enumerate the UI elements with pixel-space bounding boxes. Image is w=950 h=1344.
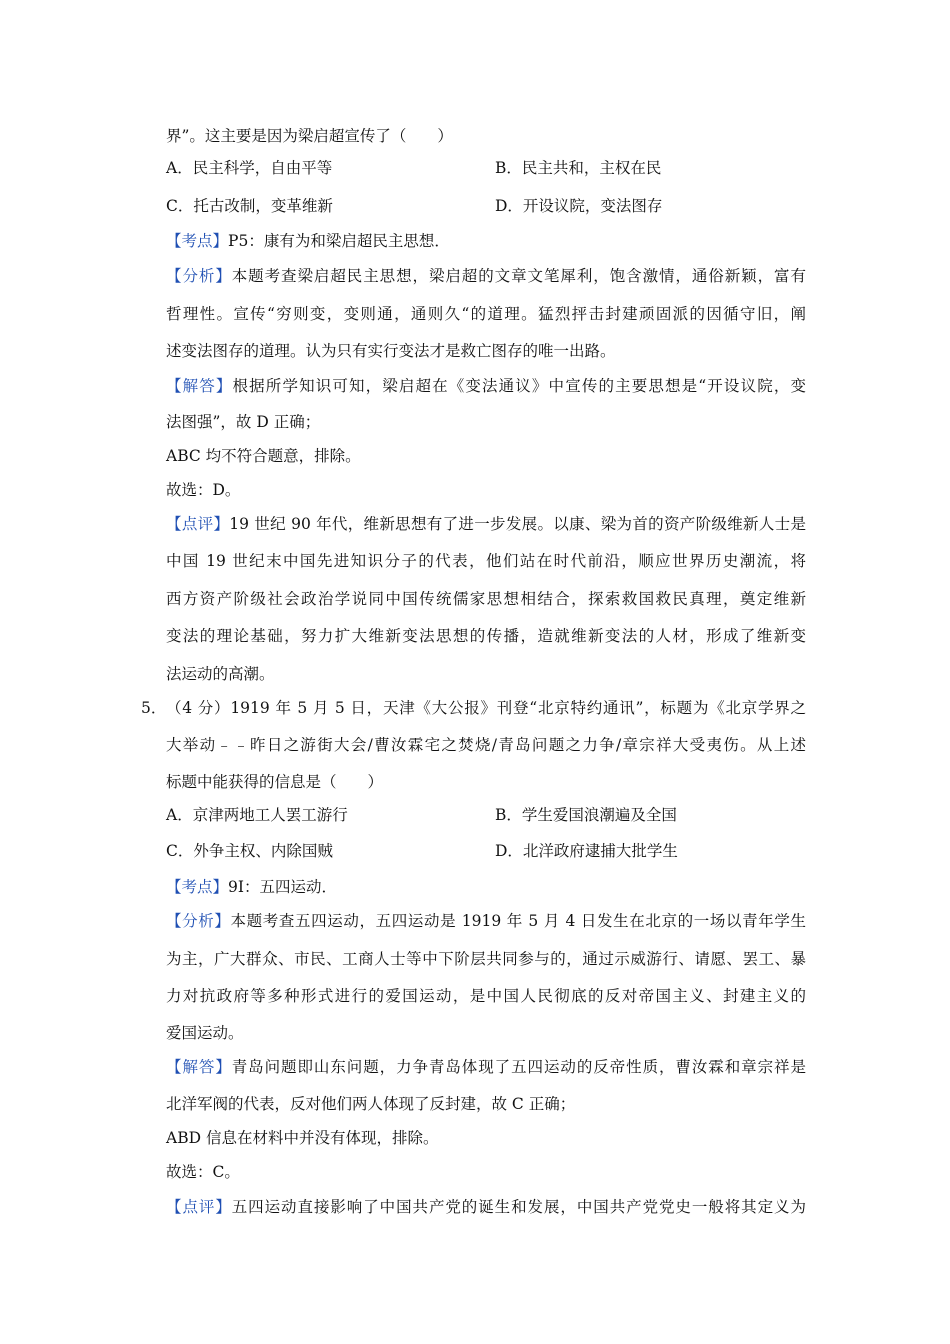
q5-fenxi-line-1: 【分析】本题考查五四运动，五四运动是 1919 年 5 月 4 日发生在北京的一场以青年学生 [166,912,806,930]
q5-stem-line-2: 大举动﹣﹣昨日之游街大会/曹汝霖宅之焚烧/青岛问题之力争/章宗祥大受夷伤。从上述 [166,736,806,754]
q4-dianping-line-5: 法运动的高潮。 [166,665,275,683]
q5-fenxi-line-3: 力对抗政府等多种形式进行的爱国运动，是中国人民彻底的反对帝国主义、封建主义的 [166,987,806,1005]
q5-option-d: D．北洋政府逮捕大批学生 [495,842,678,860]
kaodian-label: 考点 [181,232,213,250]
q4-fenxi-line-3: 述变法图存的道理。认为只有实行变法才是救亡图存的唯一出路。 [166,342,616,360]
q4-kaodian: 【考点】P5：康有为和梁启超民主思想． [166,232,450,250]
q4-option-b: B．民主共和，主权在民 [495,159,662,177]
q5-kaodian: 【考点】9I：五四运动． [166,878,338,896]
q4-dianping-line-3: 西方资产阶级社会政治学说同中国传统儒家思想相结合，探索救国救民真理，奠定维新 [166,590,806,608]
kaodian-label: 考点 [181,878,213,896]
dianping-label: 点评 [181,515,214,533]
q5-stem-line-1: （4 分）1919 年 5 月 5 日，天津《大公报》刊登“北京特约通讯”，标题为《北京学界之 [166,699,806,717]
q5-fenxi-line-2: 为主，广大群众、市民、工商人士等中下阶层共同参与的，通过示威游行、请愿、罢工、暴 [166,950,806,968]
q5-stem-line-3: 标题中能获得的信息是（ ） [166,773,384,791]
q4-jieda-line-3: ABC 均不符合题意，排除。 [166,447,361,465]
q4-fenxi-line-2: 哲理性。宣传“穷则变，变则通，通则久“的道理。猛烈抨击封建顽固派的因循守旧，阐 [166,305,806,323]
q4-dianping-line-2: 中国 19 世纪末中国先进知识分子的代表，他们站在时代前沿，顺应世界历史潮流，将 [166,552,806,570]
q5-jieda-line-2: 北洋军阀的代表，反对他们两人体现了反封建，故 C 正确； [166,1095,576,1113]
q4-stem-tail: 界”。这主要是因为梁启超宣传了（ ） [166,127,453,145]
q5-jieda-line-3: ABD 信息在材料中并没有体现，排除。 [166,1129,439,1147]
q5-option-b: B．学生爱国浪潮遍及全国 [495,806,677,824]
q4-fenxi-line-1: 【分析】本题考查梁启超民主思想，梁启超的文章文笔犀利，饱含激情，通俗新颖，富有 [166,267,806,285]
q4-dianping-line-1: 【点评】19 世纪 90 年代，维新思想有了进一步发展。以康、梁为首的资产阶级维新人士是 [166,515,806,533]
q4-option-d: D．开设议院，变法图存 [495,197,663,215]
q4-option-a: A．民主科学，自由平等 [166,159,333,177]
q4-jieda-line-2: 法图强”，故 D 正确； [166,413,321,431]
q5-option-c: C．外争主权、内除国贼 [166,842,333,860]
q4-jieda-line-4: 故选：D。 [166,481,241,499]
q4-jieda-line-1: 【解答】根据所学知识可知，梁启超在《变法通议》中宣传的主要思想是“开设议院，变 [166,377,806,395]
jieda-label: 解答 [182,377,216,395]
q4-dianping-line-4: 变法的理论基础，努力扩大维新变法思想的传播，造就维新变法的人材，形成了维新变 [166,627,806,645]
q5-jieda-line-1: 【解答】青岛问题即山东问题，力争青岛体现了五四运动的反帝性质，曹汝霖和章宗祥是 [166,1058,806,1076]
q5-jieda-line-4: 故选：C。 [166,1163,240,1181]
q5-fenxi-line-4: 爱国运动。 [166,1024,244,1042]
dianping-label: 点评 [182,1198,216,1216]
q5-number: 5． [141,699,167,717]
q5-option-a: A．京津两地工人罢工游行 [166,806,348,824]
fenxi-label: 分析 [182,912,215,930]
q5-dianping-line-1: 【点评】五四运动直接影响了中国共产党的诞生和发展，中国共产党党史一般将其定义为 [166,1198,806,1216]
q4-option-c: C．托古改制，变革维新 [166,197,333,215]
fenxi-label: 分析 [182,267,216,285]
jieda-label: 解答 [182,1058,216,1076]
